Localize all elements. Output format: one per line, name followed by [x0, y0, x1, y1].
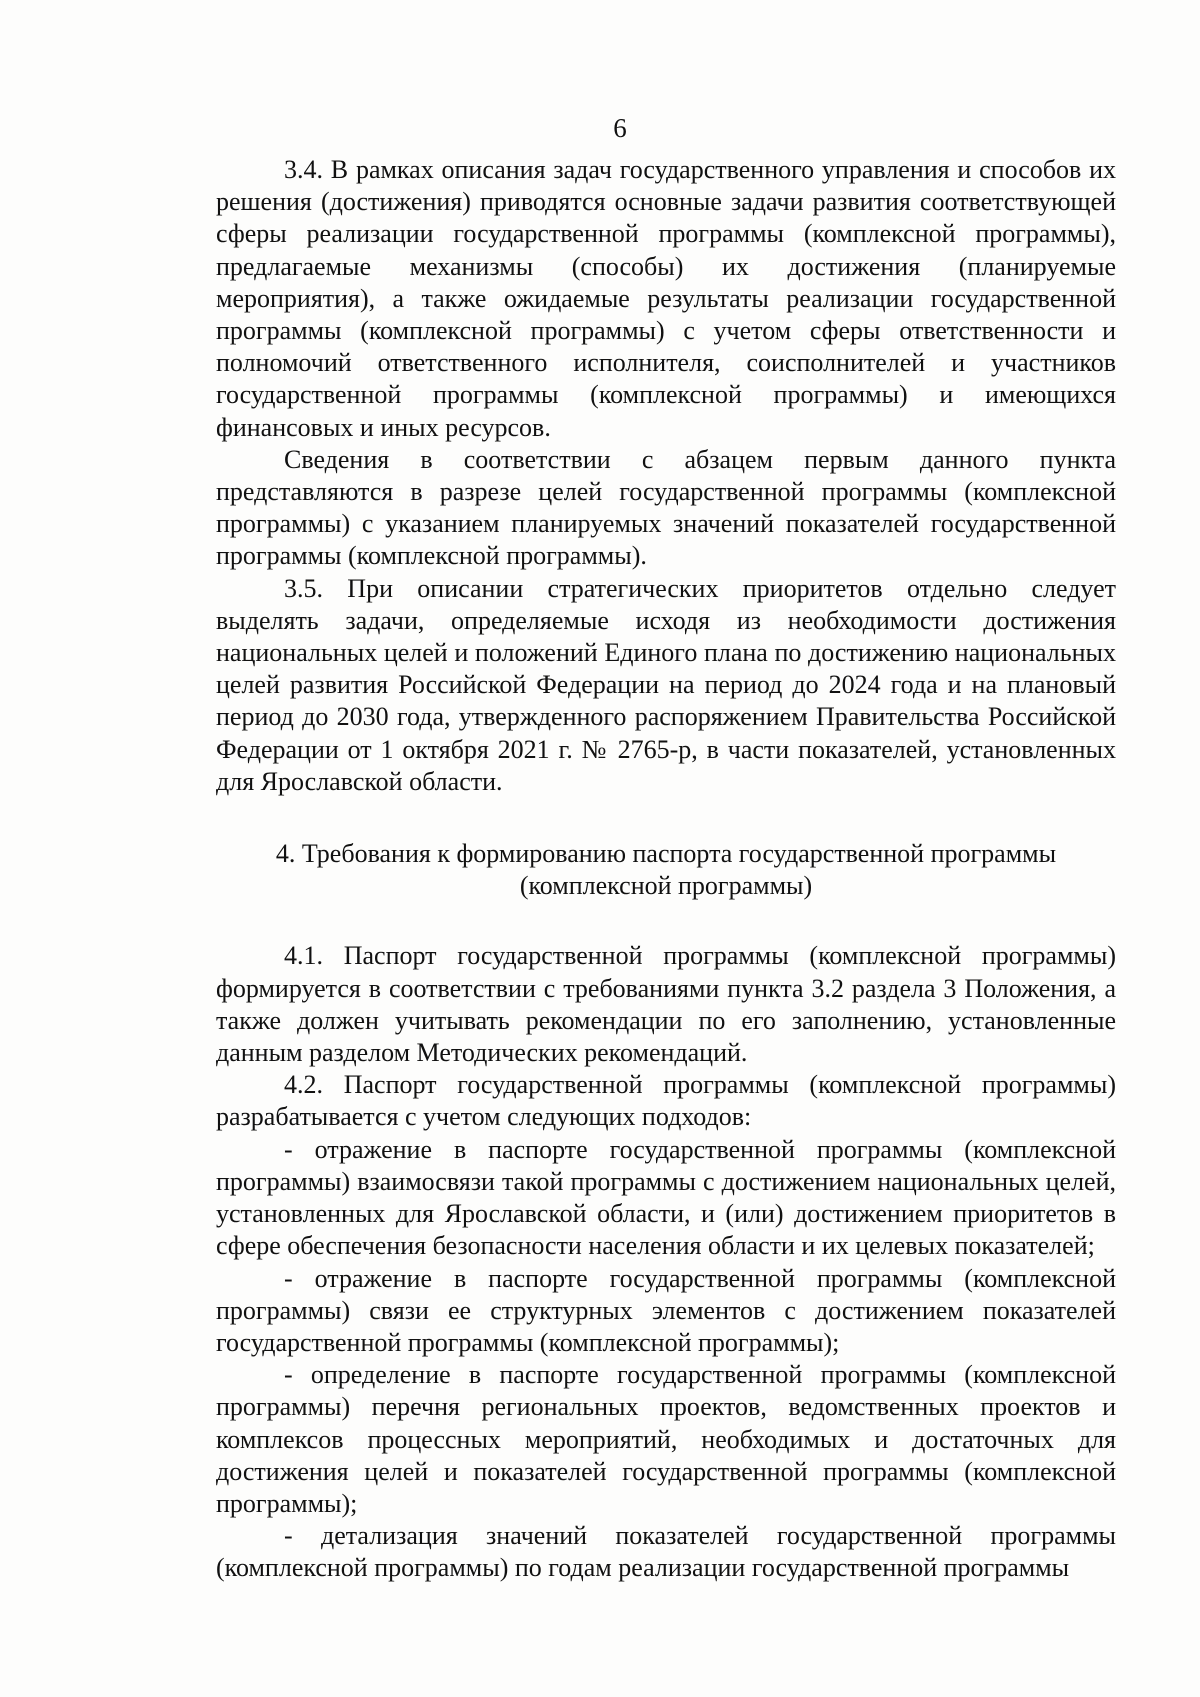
list-item: - детализация значений показателей государственной программы (комплексной программы) по годам реализации государственной программы	[216, 1521, 1116, 1583]
document-body	[216, 154, 1116, 1585]
paragraph-4-2: 4.2. Паспорт государственной программы (комплексной программы) разрабатывается с учетом следующих подходов:	[216, 1070, 1116, 1132]
section-4-heading-line-1: 4. Требования к формированию паспорта государственной программы	[275, 839, 1057, 869]
list-item: - отражение в паспорте государственной программы (комплексной программы) взаимосвязи такой программы с достижением национальных целей, установленных для Ярославской области, и (или) достижением приоритетов в сфере обеспечения безопасности населения области и их целевых показателей;	[216, 1134, 1116, 1261]
section-4-heading-line-2: (комплексной программы)	[519, 871, 813, 901]
list-item: - определение в паспорте государственной программы (комплексной программы) перечня региональных проектов, ведомственных проектов и комплексов процессных мероприятий, необходимых и достаточных для достижения целей и показателей государственной программы (комплексной программы);	[216, 1360, 1116, 1518]
paragraph-4-1: 4.1. Паспорт государственной программы (комплексной программы) формируется в соответствии с требованиями пункта 3.2 раздела 3 Положения, а также должен учитывать рекомендации по его заполнению, установленные данным разделом Методических рекомендаций.	[216, 941, 1116, 1068]
list-item: - отражение в паспорте государственной программы (комплексной программы) связи ее структурных элементов с достижением показателей государственной программы (комплексной программы);	[216, 1263, 1116, 1357]
paragraph-3-4-details: Сведения в соответствии с абзацем первым данного пункта представляются в разрезе целей государственной программы (комплексной программы) с указанием планируемых значений показателей государственной программы (комплексной программы).	[216, 444, 1116, 571]
page-number: 6	[613, 113, 627, 143]
paragraph-3-5: 3.5. При описании стратегических приоритетов отдельно следует выделять задачи, определяемые исходя из необходимости достижения национальных целей и положений Единого плана по достижению национальных целей развития Российской Федерации на период до 2024 года и на плановый период до 2030 года, утвержденного распоряжением Правительства Российской Федерации от 1 октября 2021 г. № 2765-р, в части показателей, установленных для Ярославской области.	[216, 573, 1116, 796]
section-4-heading	[216, 838, 1116, 902]
paragraph-3-4: 3.4. В рамках описания задач государственного управления и способов их решения (достижения) приводятся основные задачи развития соответствующей сферы реализации государственной программы (комплексной программы), предлагаемые механизмы (способы) их достижения (планируемые мероприятия), а также ожидаемые результаты реализации государственной программы (комплексной программы) с учетом сферы ответственности и полномочий ответственного исполнителя, соисполнителей и участников государственной программы (комплексной программы) и имеющихся финансовых и иных ресурсов.	[216, 155, 1116, 442]
